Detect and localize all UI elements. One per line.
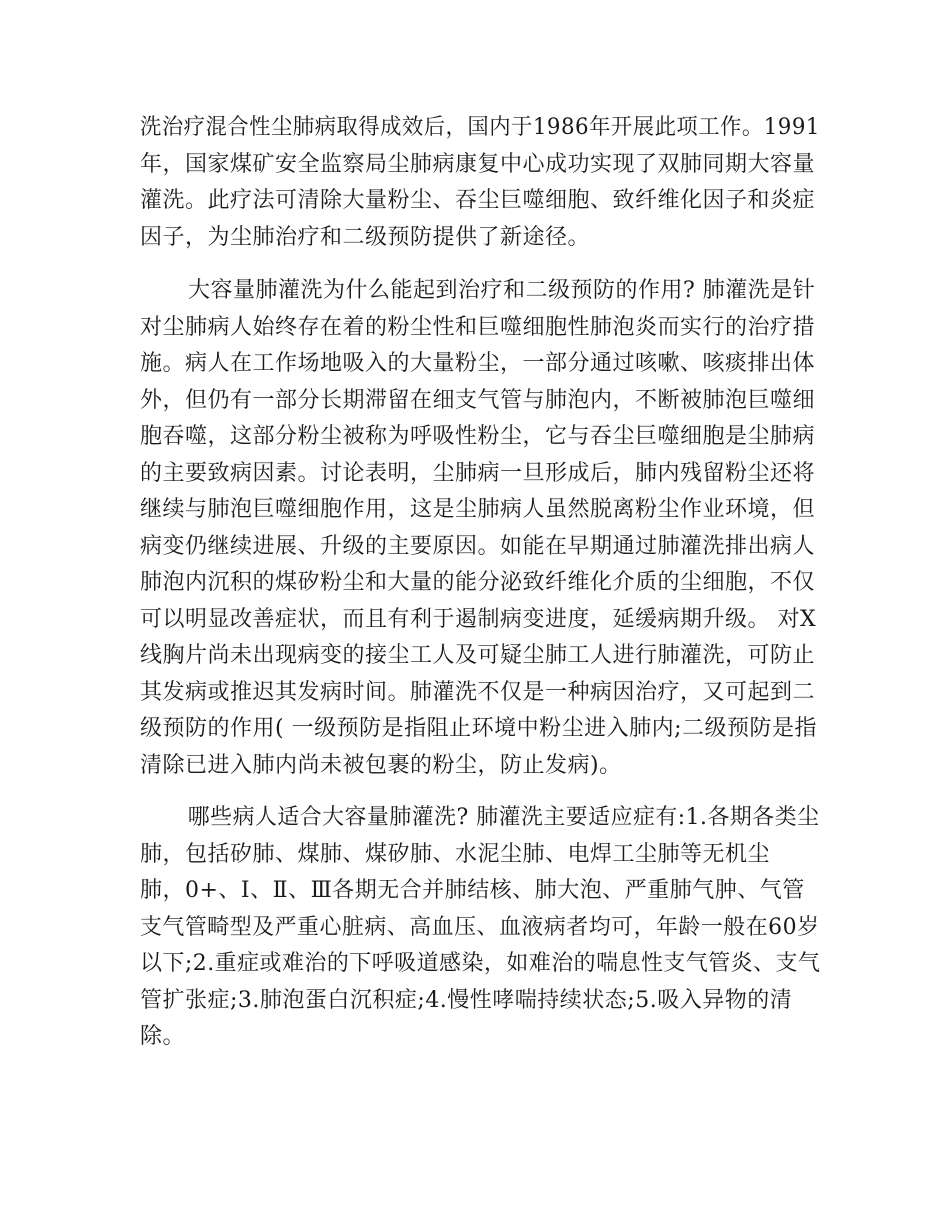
paragraph-3 [140,800,820,1056]
paragraph-line: 对尘肺病人始终存在着的粉尘性和巨噬细胞性肺泡炎而实行的治疗措 [140,314,816,340]
paragraph-line: 支气管畸型及严重心脏病、高血压、血液病者均可，年龄一般在60岁 [140,914,820,940]
paragraph-line: 外，但仍有一部分长期滞留在细支气管与肺泡内，不断被肺泡巨噬细 [140,387,816,413]
paragraph-line: 以下;2.重症或难治的下呼吸道感染，如难治的喘息性支气管炎、支气 [140,951,821,976]
paragraph-line: 继续与肺泡巨噬细胞作用，这是尘肺病人虽然脱离粉尘作业环境，但 [140,497,816,522]
paragraph-line: 灌洗。此疗法可清除大量粉尘、吞尘巨噬细胞、致纤维化因子和炎症 [140,188,816,213]
paragraph-line: 肺，0+、Ⅰ、Ⅱ、Ⅲ各期无合并肺结核、肺大泡、严重肺气肿、气管 [140,878,805,903]
paragraph-1 [140,110,820,256]
paragraph-2 [140,273,820,784]
paragraph-line: 年，国家煤矿安全监察局尘肺病康复中心成功实现了双肺同期大容量 [140,151,816,177]
paragraph-line: 洗治疗混合性尘肺病取得成效后，国内于1986年开展此项工作。1991 [140,115,820,140]
paragraph-line: 肺，包括矽肺、煤肺、煤矽肺、水泥尘肺、电焊工尘肺等无机尘 [140,841,771,867]
paragraph-line: 管扩张症;3.肺泡蛋白沉积症;4.慢性哮喘持续状态;5.吸入异物的清 [140,987,793,1013]
paragraph-line: 胞吞噬，这部分粉尘被称为呼吸性粉尘，它与吞尘巨噬细胞是尘肺病 [140,424,816,449]
paragraph-line: 级预防的作用( 一级预防是指阻止环境中粉尘进入肺内;二级预防是指 [140,716,817,741]
paragraph-line: 其发病或推迟其发病时间。肺灌洗不仅是一种病因治疗，又可起到二 [140,679,816,705]
paragraph-line: 施。病人在工作场地吸入的大量粉尘，一部分通过咳嗽、咳痰排出体 [140,351,816,376]
paragraph-line: 的主要致病因素。讨论表明，尘肺病一旦形成后，肺内残留粉尘还将 [140,460,816,486]
paragraph-line: 哪些病人适合大容量肺灌洗? 肺灌洗主要适应症有:1.各期各类尘 [187,805,820,830]
paragraph-line: 除。 [140,1024,186,1049]
paragraph-line: 可以明显改善症状，而且有利于遏制病变进度，延缓病期升级。 对X [140,606,817,632]
paragraph-line: 因子，为尘肺治疗和二级预防提供了新途径。 [140,224,591,250]
paragraph-line: 清除已进入肺内尚未被包裹的粉尘，防止发病)。 [140,752,622,778]
paragraph-line: 线胸片尚未出现病变的接尘工人及可疑尘肺工人进行肺灌洗，可防止 [140,643,816,668]
paragraph-line: 肺泡内沉积的煤矽粉尘和大量的能分泌致纤维化介质的尘细胞，不仅 [140,570,816,595]
paragraph-line: 大容量肺灌洗为什么能起到治疗和二级预防的作用? 肺灌洗是针 [188,278,816,303]
paragraph-line: 病变仍继续进展、升级的主要原因。如能在早期通过肺灌洗排出病人 [140,533,816,559]
